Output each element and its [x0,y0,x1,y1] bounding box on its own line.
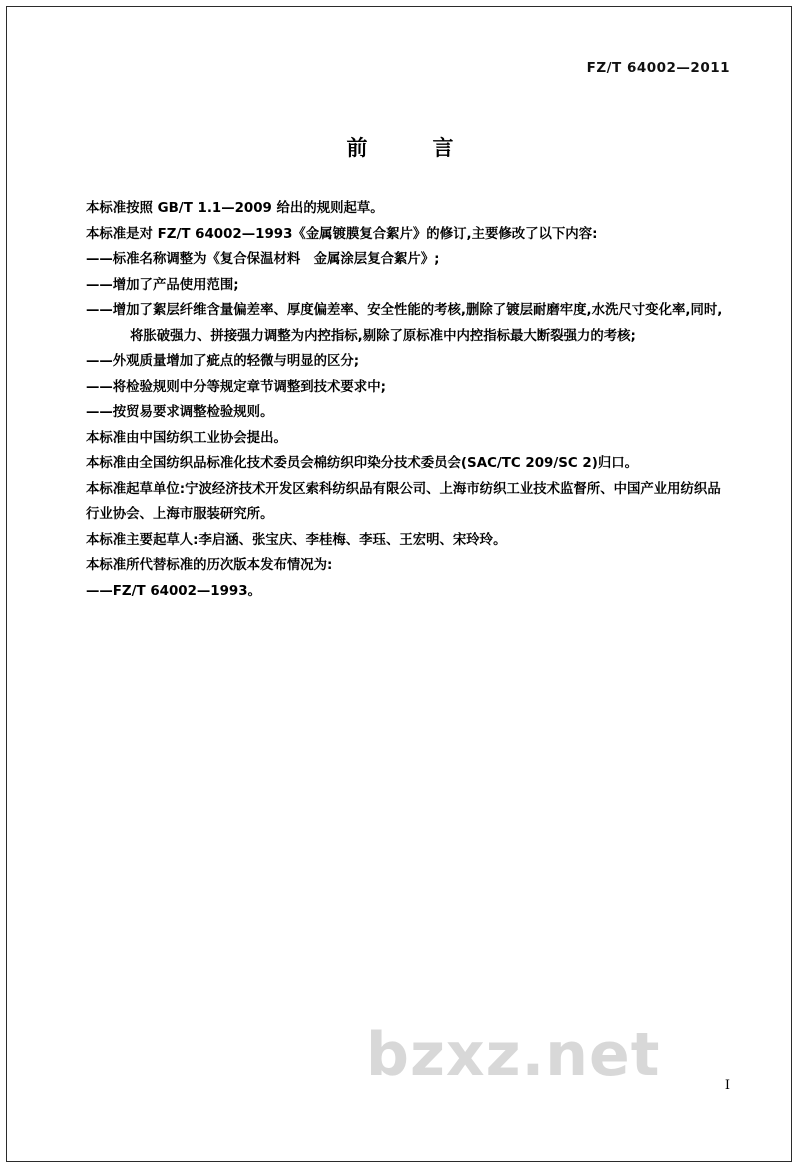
list-item: ——按贸易要求调整检验规则。 [86,405,274,420]
list-item: ——标准名称调整为《复合保温材料 金属涂层复合絮片》; [86,252,440,267]
page-number: I [724,1078,730,1093]
paragraph: 本标准起草单位:宁波经济技术开发区索科纺织品有限公司、上海市纺织工业技术监督所、中国产业用纺织品行业协会、上海市服装研究所。 [86,481,721,522]
standard-code-header: FZ/T 64002—2011 [586,60,730,76]
paragraph: 本标准主要起草人:李启涵、张宝庆、李桂梅、李珏、王宏明、宋玲玲。 [86,532,507,548]
list-item: ——增加了产品使用范围; [86,277,239,293]
list-item: ——增加了絮层纤维含量偏差率、厚度偏差率、安全性能的考核,删除了镀层耐磨牢度,水洗尺寸变化率,同时,将胀破强力、拼接强力调整为内控指标,剔除了原标准中内控指标最大断裂强力的考核; [86,303,723,344]
list-item: ——外观质量增加了疵点的轻微与明显的区分; [86,354,360,369]
paragraph: 本标准是对 FZ/T 64002—1993《金属镀膜复合絮片》的修订,主要修改了以下内容: [86,226,598,242]
foreword-body [86,196,726,604]
paragraph: 本标准按照 GB/T 1.1—2009 给出的规则起草。 [86,201,384,216]
watermark: bzxz.net [366,1020,661,1090]
page-title: 前 言 [346,136,476,160]
paragraph: 本标准所代替标准的历次版本发布情况为: [86,558,333,573]
list-item: ——FZ/T 64002—1993。 [86,583,261,599]
paragraph: 本标准由全国纺织品标准化技术委员会棉纺织印染分技术委员会(SAC/TC 209/SC 2)归口。 [86,456,638,471]
list-item: ——将检验规则中分等规定章节调整到技术要求中; [86,379,386,395]
paragraph: 本标准由中国纺织工业协会提出。 [86,430,287,446]
